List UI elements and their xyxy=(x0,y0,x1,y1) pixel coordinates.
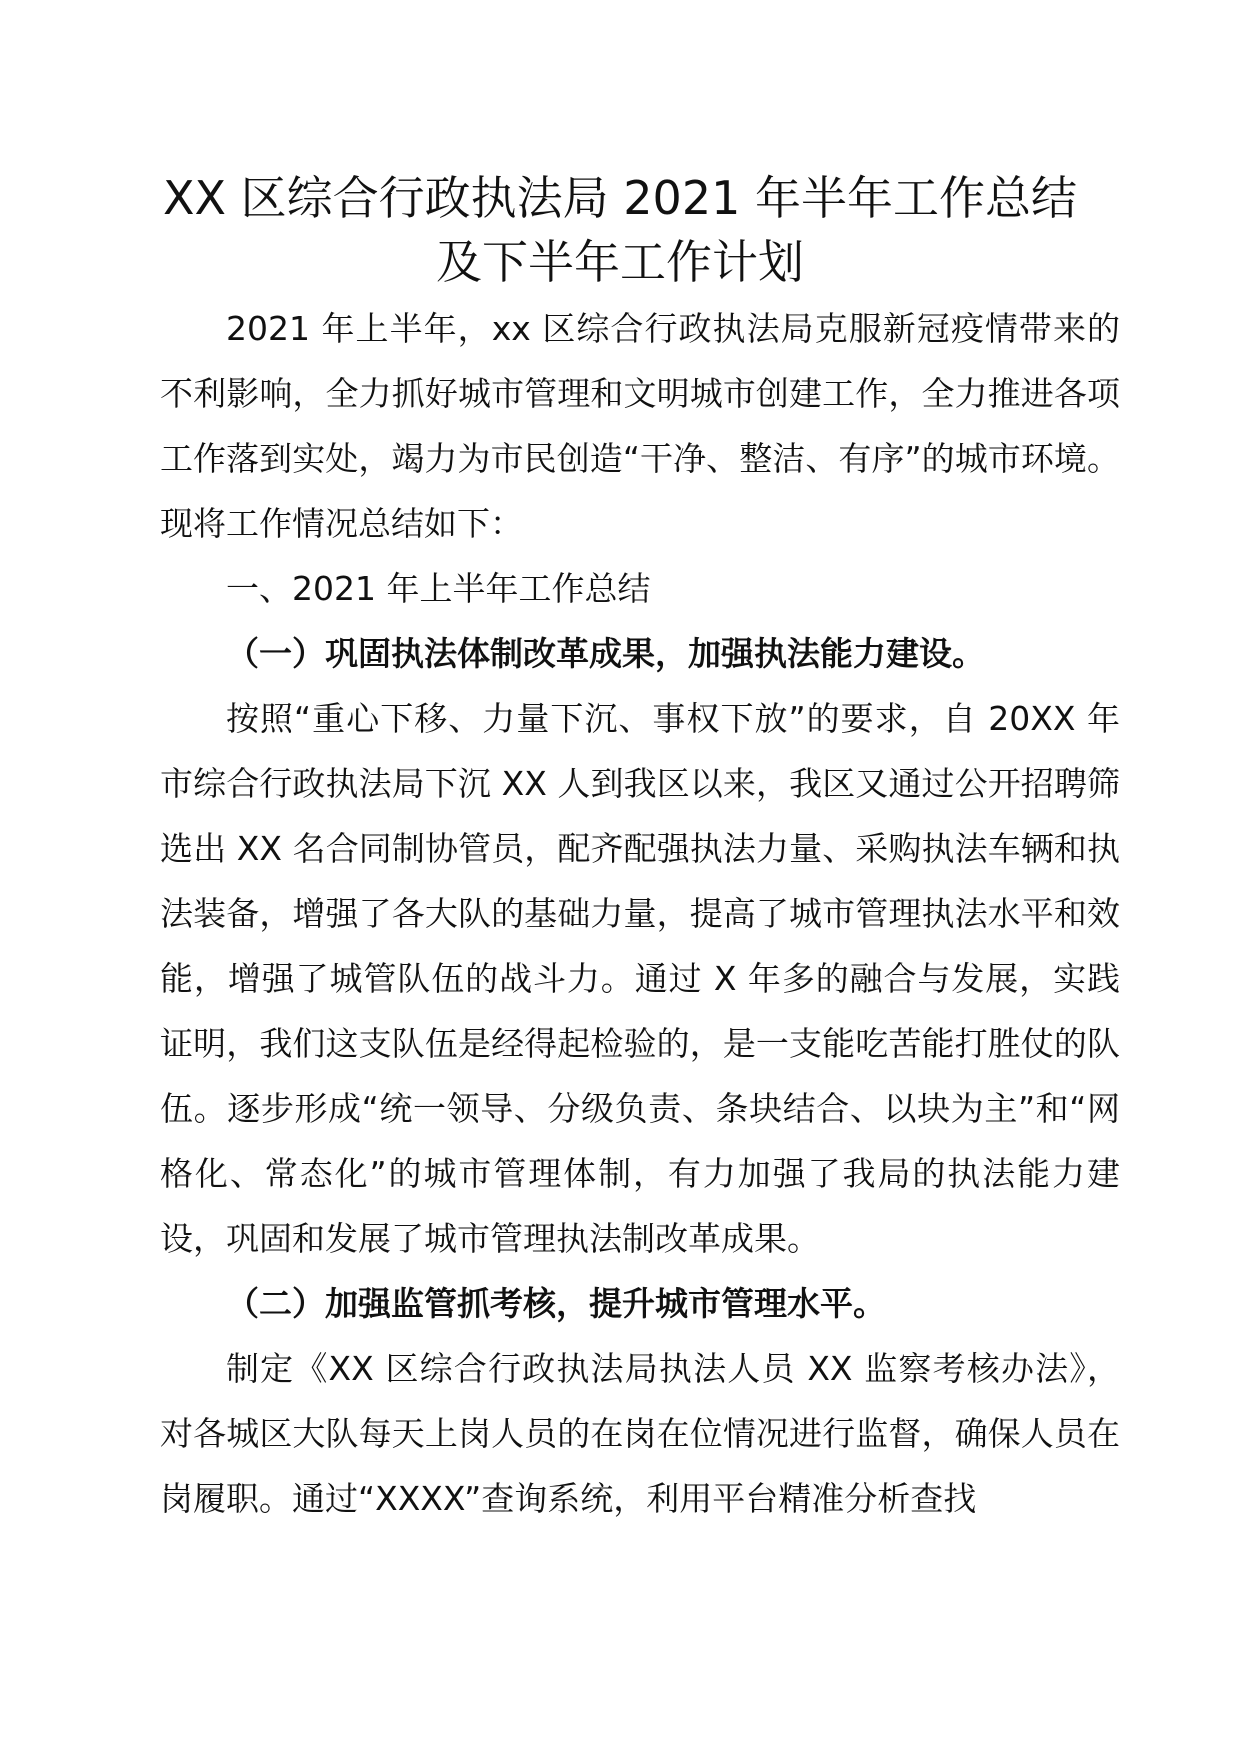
subsection-1-paragraph: 按照“重心下移、力量下沉、事权下放”的要求，自 20XX 年市综合行政执法局下沉 XX 人到我区以来，我区又通过公开招聘筛选出 XX 名合同制协管员，配齐配强执法力量、采购执法车辆和执法装备，增强了各大队的基础力量，提高了城市管理执法水平和效能，增强了城管队伍的战斗力。通过 X 年多的融合与发展，实践证明，我们这支队伍是经得起检验的，是一支能吃苦能打胜仗的队伍。逐步形成“统一领导、分级负责、条块结合、以块为主”和“网格化、常态化”的城市管理体制，有力加强了我局的执法能力建设，巩固和发展了城市管理执法制改革成果。 xyxy=(160,699,1120,1258)
intro-paragraph: 2021 年上半年，xx 区综合行政执法局克服新冠疫情带来的不利影响，全力抓好城市管理和文明城市创建工作，全力推进各项工作落到实处，竭力为市民创造“干净、整洁、有序”的城市环境。现将工作情况总结如下： xyxy=(160,309,1120,543)
document-title-line-2: 及下半年工作计划 xyxy=(436,235,804,289)
subsection-heading-1: （一）巩固执法体制改革成果，加强执法能力建设。 xyxy=(226,634,985,673)
document-body xyxy=(160,296,1120,1531)
document-title-line-1: XX 区综合行政执法局 2021 年半年工作总结 xyxy=(163,171,1077,225)
subsection-2-paragraph: 制定《XX 区综合行政执法局执法人员 XX 监察考核办法》，对各城区大队每天上岗人员的在岗在位情况进行监督，确保人员在岗履职。通过“XXXX”查询系统，利用平台精准分析查找 xyxy=(160,1349,1120,1518)
subsection-heading-2: （二）加强监管抓考核，提升城市管理水平。 xyxy=(226,1284,886,1323)
section-heading-1: 一、2021 年上半年工作总结 xyxy=(226,569,651,608)
